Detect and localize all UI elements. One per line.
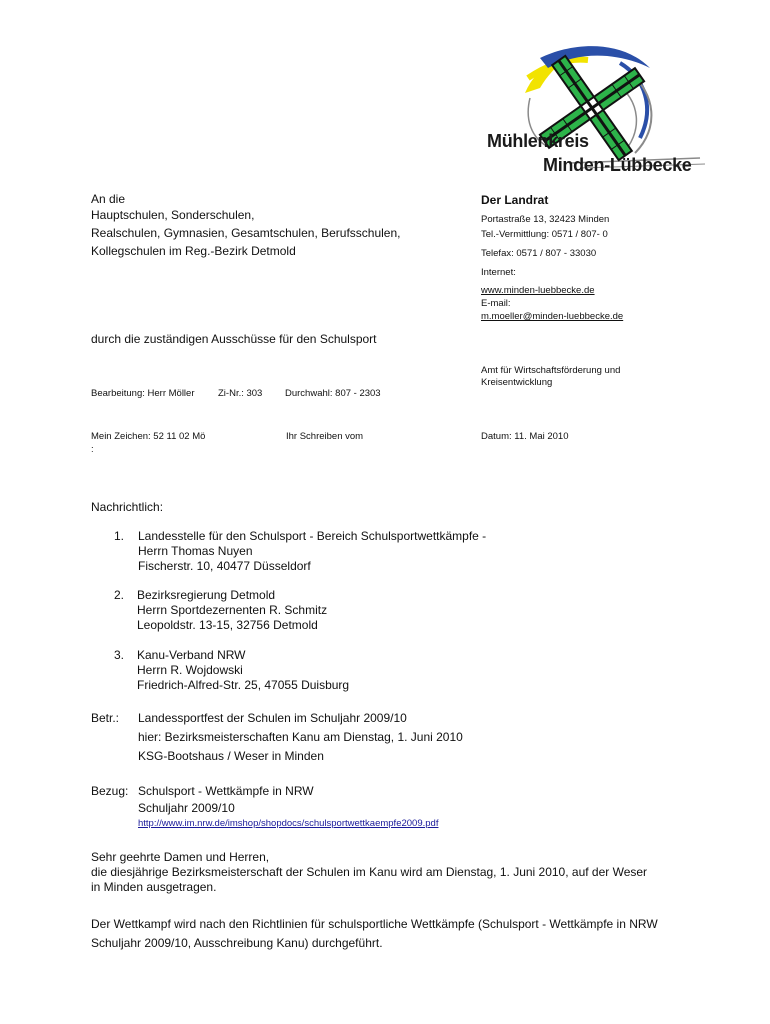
reference-pdf-link[interactable]: http://www.im.nrw.de/imshop/shopdocs/schulsportwettkaempfe2009.pdf: [138, 818, 439, 829]
copy-item-number: 3.: [114, 648, 125, 662]
copy-item-line: Fischerstr. 10, 40477 Düsseldorf: [138, 559, 311, 573]
ref-bearbeitung: Bearbeitung: Herr Möller: [91, 388, 195, 399]
email-link[interactable]: m.moeller@minden-luebbecke.de: [481, 311, 624, 322]
copy-item-line: Friedrich-Alfred-Str. 25, 47055 Duisburg: [137, 678, 350, 692]
copy-item-number: 2.: [114, 588, 125, 602]
copy-item-line: Kanu-Verband NRW: [137, 648, 246, 662]
subject-line-1: Landessportfest der Schulen im Schuljahr 2009/10: [138, 711, 407, 725]
copies-label: Nachrichtlich:: [91, 500, 164, 514]
body-para2-line2: Schuljahr 2009/10, Ausschreibung Kanu) durchgeführt.: [91, 936, 383, 950]
sender-website-link[interactable]: [481, 284, 595, 297]
ref-ihr-schreiben: Ihr Schreiben vom: [286, 431, 364, 442]
body-para1-line2: in Minden ausgetragen.: [91, 880, 217, 894]
recipient-via: durch die zuständigen Ausschüsse für den Schulsport: [91, 332, 377, 346]
reference-line-2: Schuljahr 2009/10: [138, 801, 235, 815]
sender-internet-label: Internet:: [481, 267, 516, 278]
copy-item-line: Bezirksregierung Detmold: [137, 588, 276, 602]
subject-line-3: KSG-Bootshaus / Weser in Minden: [138, 749, 324, 763]
department-line-1: Amt für Wirtschaftsförderung und: [481, 365, 621, 376]
sender-street: Portastraße 13, 32423 Minden: [481, 214, 610, 225]
letter-date: Datum: 11. Mai 2010: [481, 431, 569, 442]
copy-item-line: Herrn Thomas Nuyen: [138, 544, 253, 558]
ref-zimmer: Zi-Nr.: 303: [218, 388, 263, 399]
copy-item-line: Herrn R. Wojdowski: [137, 663, 243, 677]
reference-line-1: Schulsport - Wettkämpfe in NRW: [138, 784, 314, 798]
copy-item-number: 1.: [114, 529, 125, 543]
reference-link-container[interactable]: [138, 817, 438, 830]
sender-fax: Telefax: 0571 / 807 - 33030: [481, 248, 597, 259]
body-para2-line1: Der Wettkampf wird nach den Richtlinien für schulsportliche Wettkämpfe (Schulsport - Wettkämpfe in NRW: [91, 917, 658, 931]
department-line-2: Kreisentwicklung: [481, 377, 553, 388]
sender-email-link[interactable]: [481, 310, 623, 323]
salutation: Sehr geehrte Damen und Herren,: [91, 850, 270, 864]
recipient-line-1: An die: [91, 192, 126, 206]
subject-label: Betr.:: [91, 711, 120, 725]
copy-item-line: Landesstelle für den Schulsport - Bereich Schulsportwettkämpfe -: [138, 529, 487, 543]
body-para1-line1: die diesjährige Bezirksmeisterschaft der Schulen im Kanu wird am Dienstag, 1. Juni 2010, auf der Weser: [91, 865, 648, 879]
copy-item-line: Herrn Sportdezernenten R. Schmitz: [137, 603, 328, 617]
sender-email-label: E-mail:: [481, 298, 511, 309]
recipient-line-4: Kollegschulen im Reg.-Bezirk Detmold: [91, 244, 296, 258]
sender-title: Der Landrat: [481, 193, 549, 207]
subject-line-2: hier: Bezirksmeisterschaften Kanu am Dienstag, 1. Juni 2010: [138, 730, 463, 744]
ref-zeichen: Mein Zeichen: 52 11 02 Mö: [91, 431, 206, 442]
logo-text-line2: Minden-Lübbecke: [543, 155, 692, 175]
recipient-line-3: Realschulen, Gymnasien, Gesamtschulen, Berufsschulen,: [91, 226, 401, 240]
ref-zeichen-colon: :: [91, 444, 94, 455]
website-link[interactable]: www.minden-luebbecke.de: [481, 285, 595, 296]
reference-label: Bezug:: [91, 784, 129, 798]
recipient-line-2: Hauptschulen, Sonderschulen,: [91, 208, 255, 222]
ref-durchwahl: Durchwahl: 807 - 2303: [285, 388, 381, 399]
sender-phone: Tel.-Vermittlung: 0571 / 807- 0: [481, 229, 608, 240]
logo-text-line1: Mühlenkreis: [487, 131, 589, 151]
copy-item-line: Leopoldstr. 13-15, 32756 Detmold: [137, 618, 318, 632]
